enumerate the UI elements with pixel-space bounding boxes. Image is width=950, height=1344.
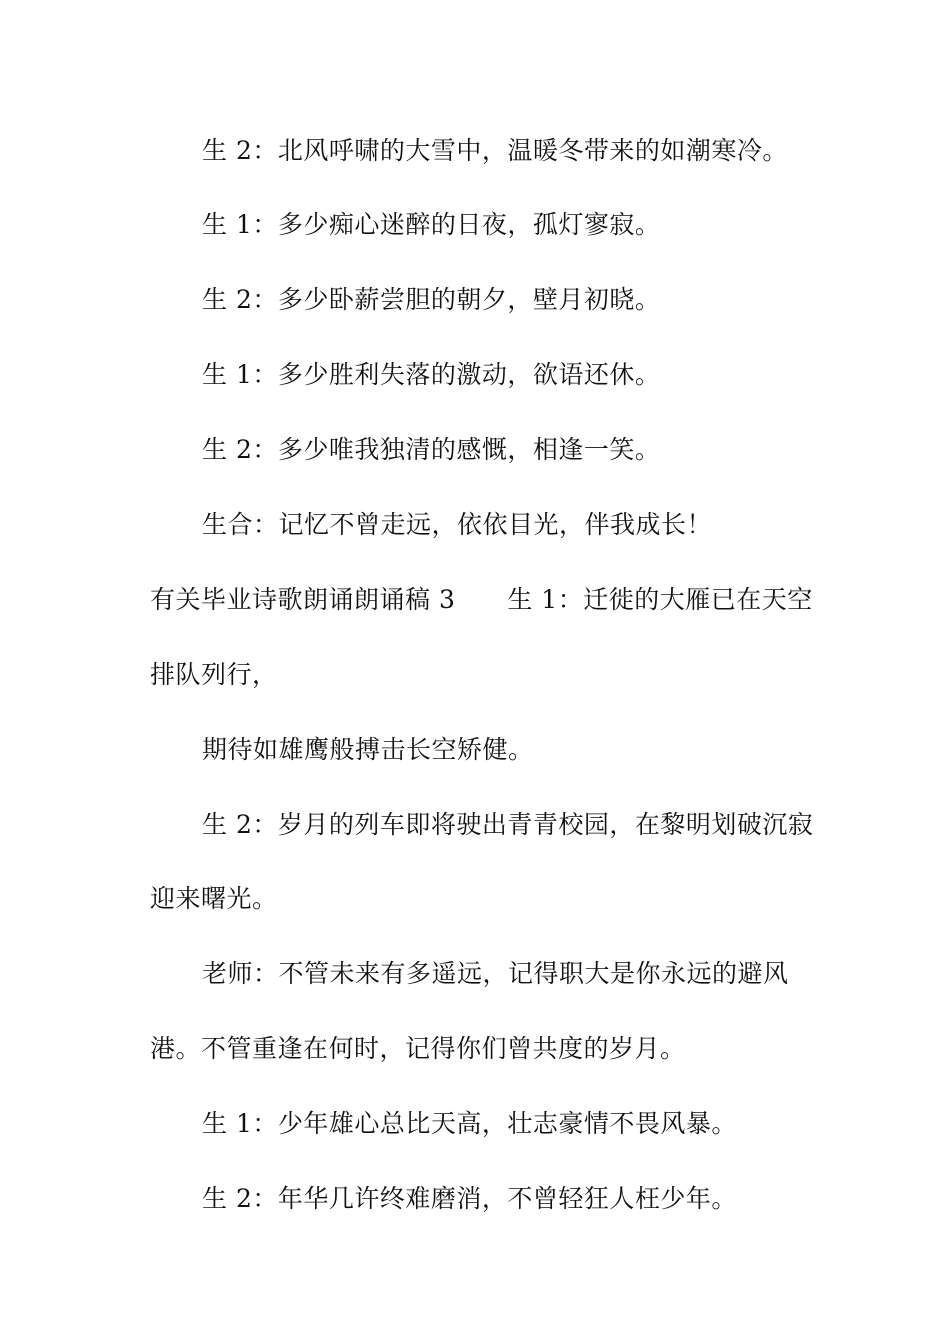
poem-line: 期待如雄鹰般搏击长空矫健。	[202, 735, 534, 764]
poem-line: 生 2：年华几许终难磨消，不曾轻狂人枉少年。	[202, 1184, 737, 1213]
poem-line: 生 2：岁月的列车即将驶出青青校园，在黎明划破沉寂	[202, 810, 814, 839]
poem-line: 老师：不管未来有多遥远，记得职大是你永远的避风	[202, 959, 789, 988]
section-heading: 有关毕业诗歌朗诵朗诵稿 3	[150, 585, 456, 614]
poem-line: 生 1：多少痴心迷醉的日夜，孤灯寥寂。	[202, 210, 661, 239]
poem-line: 生 2：北风呼啸的大雪中，温暖冬带来的如潮寒冷。	[202, 136, 788, 165]
section-heading-line	[0, 580, 950, 620]
poem-line: 生 1：少年雄心总比天高，壮志豪情不畏风暴。	[202, 1109, 737, 1138]
poem-line-continuation: 排队列行，	[150, 660, 278, 689]
poem-line-start: 生 1：迁徙的大雁已在天空	[507, 585, 813, 614]
poem-line-continuation: 港。不管重逢在何时，记得你们曾共度的岁月。	[150, 1034, 686, 1063]
poem-line: 生 1：多少胜利失落的激动，欲语还休。	[202, 360, 661, 389]
poem-line: 生合：记忆不曾走远，依依目光，伴我成长！	[202, 510, 713, 539]
poem-line-continuation: 迎来曙光。	[150, 884, 278, 913]
poem-line: 生 2：多少唯我独清的感慨，相逢一笑。	[202, 435, 661, 464]
poem-line: 生 2：多少卧薪尝胆的朝夕，壁月初晓。	[202, 285, 661, 314]
